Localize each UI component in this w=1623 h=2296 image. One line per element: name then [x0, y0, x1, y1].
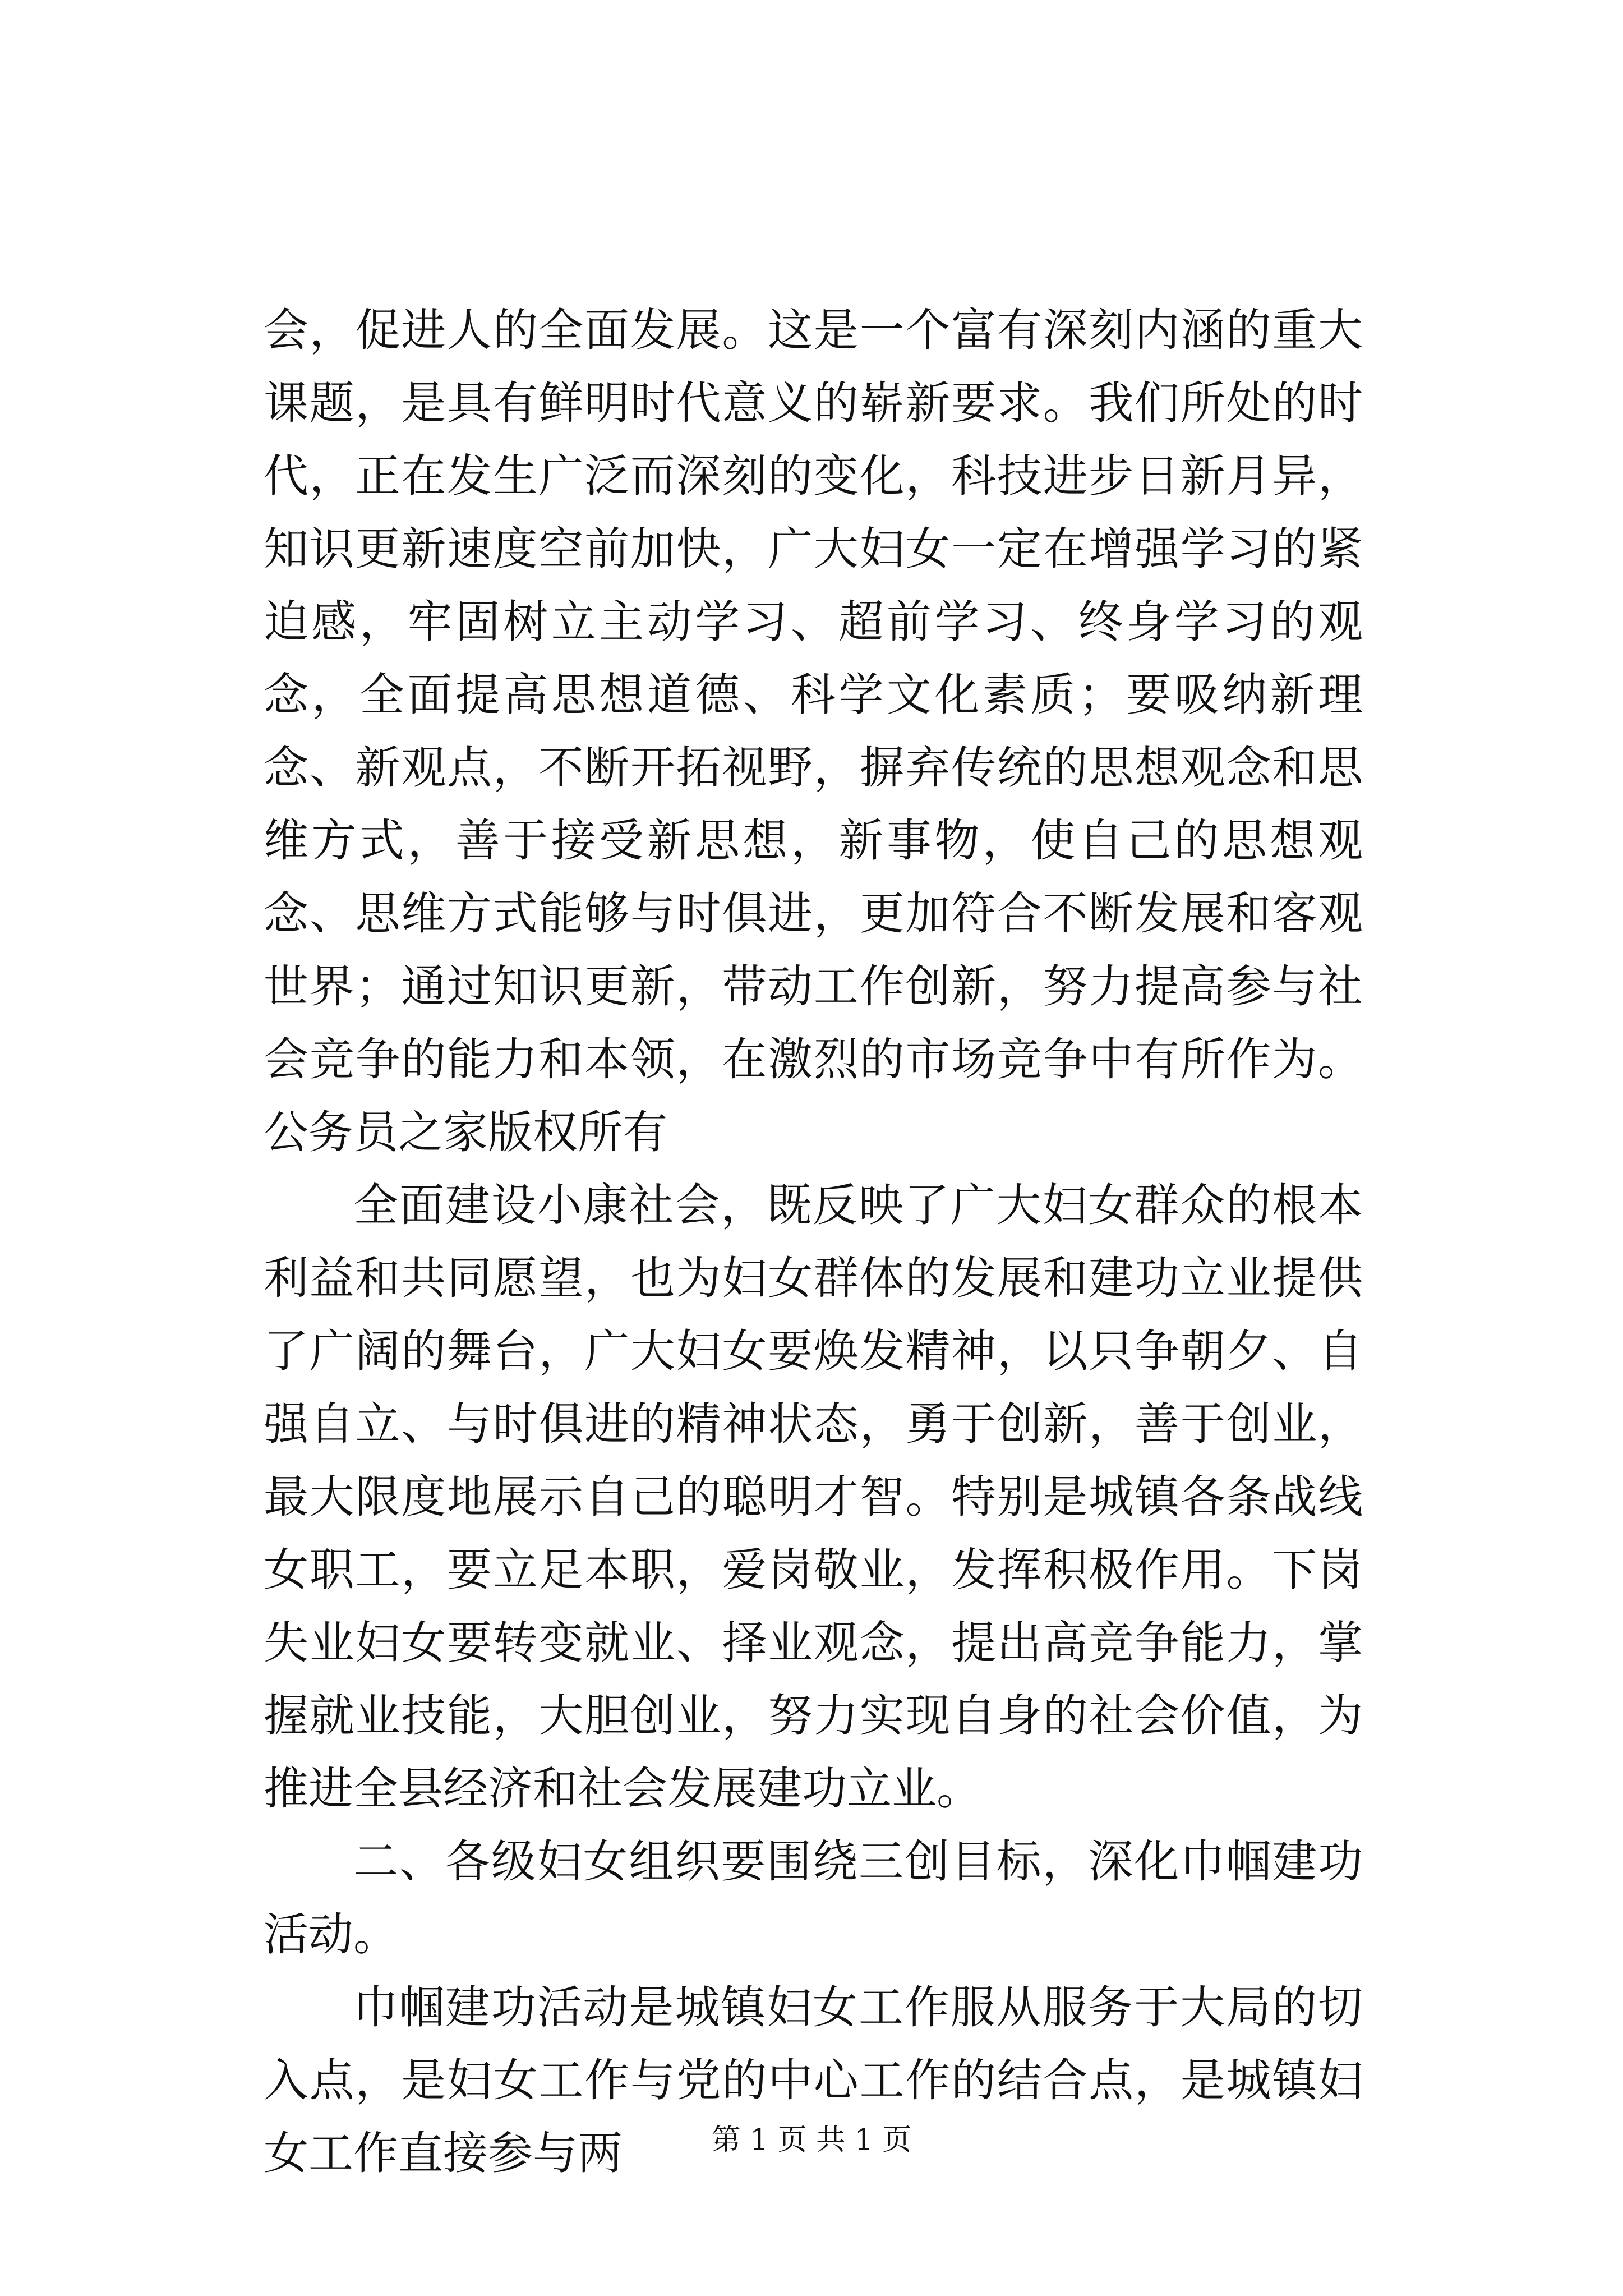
document-body [264, 294, 1363, 2190]
paragraph-2: 全面建设小康社会，既反映了广大妇女群众的根本利益和共同愿望，也为妇女群体的发展和建功立业提供了广阔的舞台，广大妇女要焕发精神，以只争朝夕、自强自立、与时俱进的精神状态，勇于创新，善于创业，最大限度地展示自己的聪明才智。特别是城镇各条战线女职工，要立足本职，爱岗敬业，发挥积极作用。下岗失业妇女要转变就业、择业观念，提出高竞争能力，掌握就业技能，大胆创业，努力实现自身的社会价值，为推进全县经济和社会发展建功立业。 [264, 1179, 1363, 1815]
paragraph-3: 巾帼建功活动是城镇妇女工作服从服务于大局的切入点，是妇女工作与党的中心工作的结合点，是城镇妇女工作直接参与两 [264, 1981, 1363, 2179]
page-footer: 第 1 页 共 1 页 [711, 2123, 912, 2157]
paragraph-1: 会，促进人的全面发展。这是一个富有深刻内涵的重大课题，是具有鲜明时代意义的崭新要求。我们所处的时代，正在发生广泛而深刻的变化，科技进步日新月异，知识更新速度空前加快，广大妇女一定在增强学习的紧迫感，牢固树立主动学习、超前学习、终身学习的观念，全面提高思想道德、科学文化素质；要吸纳新理念、新观点，不断开拓视野，摒弃传统的思想观念和思维方式，善于接受新思想，新事物，使自己的思想观念、思维方式能够与时俱进，更加符合不断发展和客观世界；通过知识更新，带动工作创新，努力提高参与社会竞争的能力和本领，在激烈的市场竞争中有所作为。公务员之家版权所有 [264, 304, 1363, 1158]
section-heading: 二、各级妇女组织要围绕三创目标，深化巾帼建功活动。 [264, 1835, 1363, 1961]
